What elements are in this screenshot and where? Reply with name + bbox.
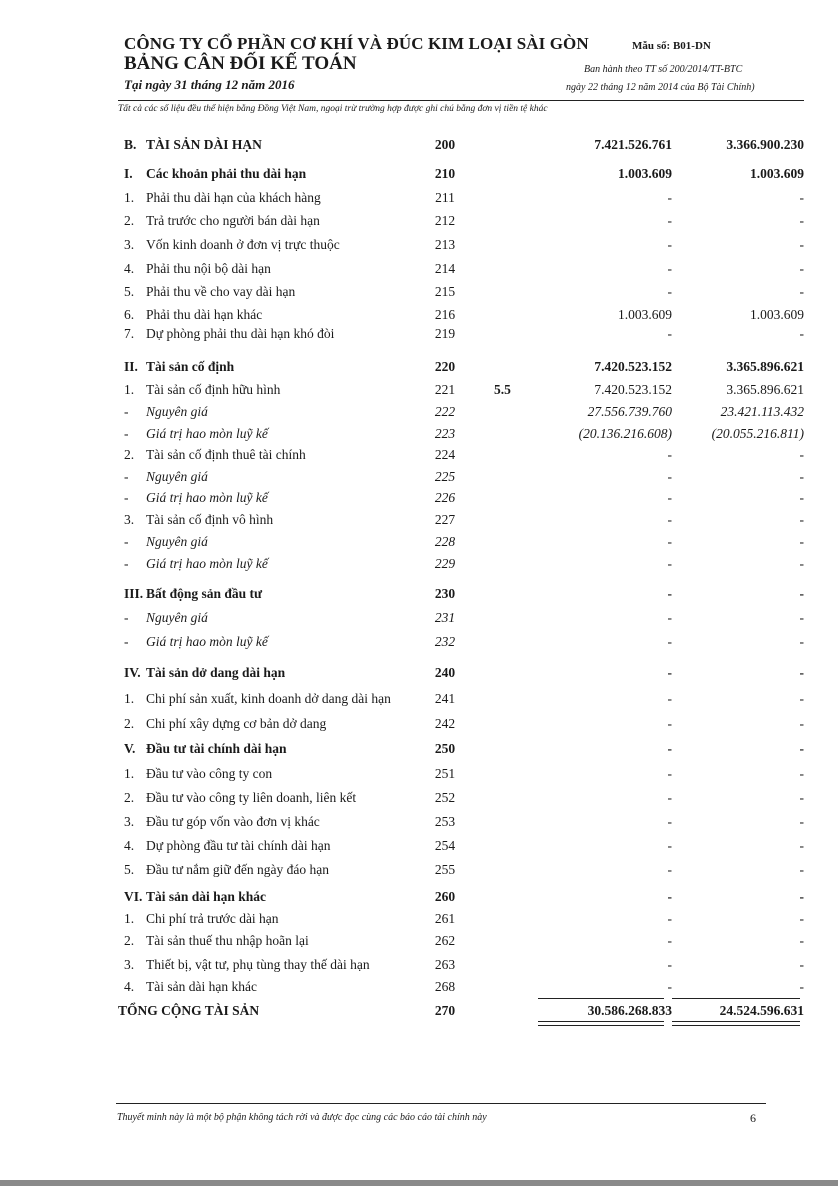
row-note: 5.5 [494,382,511,397]
row-number: - [124,404,129,419]
row-label: Nguyên giá [146,534,208,549]
total-double-rule [672,1021,800,1026]
row-code: 262 [434,933,456,948]
current-year-value: - [667,979,672,994]
row-number: I. [124,166,133,181]
row-code: 231 [434,610,456,625]
row-label: Nguyên giá [146,469,208,484]
previous-year-value: 23.421.113.432 [720,404,804,419]
current-year-value: - [667,326,672,341]
regulation-line-2: ngày 22 tháng 12 năm 2014 của Bộ Tài Chính) [566,82,755,93]
row-number: 2. [124,716,135,731]
row-code: 241 [434,691,456,706]
current-year-value: - [667,190,672,205]
row-number: 4. [124,261,135,276]
regulation-line-1: Ban hành theo TT số 200/2014/TT-BTC [584,64,743,75]
row-label: Giá trị hao mòn luỹ kế [146,634,268,649]
table-row [0,766,838,786]
previous-year-value: - [799,512,804,527]
previous-year-value: - [799,814,804,829]
row-number: 1. [124,691,135,706]
total-rule-top [672,998,800,999]
row-code: 225 [434,469,456,484]
row-number: II. [124,359,138,374]
previous-year-value: - [799,957,804,972]
row-number: VI. [124,889,143,904]
previous-year-value: - [799,190,804,205]
row-code: 224 [434,447,456,462]
row-code: 260 [434,889,456,904]
current-year-value: - [667,213,672,228]
previous-year-value: - [799,326,804,341]
row-code: 215 [434,284,456,299]
table-row [0,889,838,909]
row-code: 221 [434,382,456,397]
table-row [0,790,838,810]
row-code: 250 [434,741,456,756]
total-double-rule [538,1021,664,1026]
row-number: 5. [124,284,135,299]
row-code: 211 [435,190,455,205]
row-number: III. [124,586,144,601]
table-row [0,490,838,510]
page-number: 6 [750,1111,756,1125]
previous-year-value: - [799,469,804,484]
row-label: Tài sản cố định hữu hình [146,382,281,397]
table-row [0,326,838,346]
row-code: 216 [434,307,456,322]
table-row [0,447,838,467]
row-number: 4. [124,979,135,994]
previous-year-value: - [799,862,804,877]
current-year-value: - [667,911,672,926]
previous-year-value: 24.524.596.631 [719,1003,804,1018]
row-label: Đầu tư góp vốn vào đơn vị khác [146,814,320,829]
row-code: 227 [434,512,456,527]
row-label: Tài sản cố định vô hình [146,512,274,527]
row-number: 1. [124,190,135,205]
current-year-value: - [667,716,672,731]
table-row [0,404,838,424]
row-code: 254 [434,838,456,853]
row-code: 200 [434,137,456,152]
table-row [0,957,838,977]
row-number: 6. [124,307,135,322]
row-code: 270 [434,1003,456,1018]
row-code: 242 [434,716,456,731]
table-row [0,1003,838,1023]
row-number: - [124,490,129,505]
row-number: 7. [124,326,135,341]
form-number: Mẫu số: B01-DN [632,40,711,52]
previous-year-value: - [799,447,804,462]
row-label: Nguyên giá [146,610,208,625]
table-row [0,426,838,446]
row-label: Phải thu nội bộ dài hạn [146,261,271,276]
row-label: Phải thu về cho vay dài hạn [146,284,296,299]
previous-year-value: - [799,534,804,549]
previous-year-value: - [799,979,804,994]
previous-year-value: - [799,716,804,731]
previous-year-value: - [799,586,804,601]
row-code: 251 [434,766,456,781]
table-row [0,556,838,576]
footer-note: Thuyết minh này là một bộ phận không tách rời và được đọc cùng các báo cáo tài chính này [117,1112,487,1123]
row-label: Dự phòng đầu tư tài chính dài hạn [146,838,331,853]
previous-year-value: - [799,237,804,252]
row-number: - [124,556,129,571]
row-number: - [124,534,129,549]
row-code: 214 [434,261,456,276]
previous-year-value: - [799,213,804,228]
current-year-value: 30.586.268.833 [587,1003,672,1018]
table-row [0,741,838,761]
row-code: 229 [434,556,456,571]
row-label: Dự phòng phải thu dài hạn khó đòi [146,326,335,341]
previous-year-value: - [799,911,804,926]
current-year-value: - [667,512,672,527]
current-year-value: - [667,610,672,625]
row-code: 261 [434,911,456,926]
table-row [0,213,838,233]
previous-year-value: - [799,766,804,781]
row-code: 213 [434,237,456,252]
row-code: 252 [434,790,456,805]
table-row [0,610,838,630]
row-label: Đầu tư vào công ty con [146,766,273,781]
row-label: Giá trị hao mòn luỹ kế [146,490,268,505]
footer-divider [116,1103,766,1104]
row-code: 226 [434,490,456,505]
current-year-value: 1.003.609 [618,166,672,181]
row-label: Phải thu dài hạn khác [146,307,263,322]
previous-year-value: 3.366.900.230 [726,137,804,152]
current-year-value: - [667,862,672,877]
table-row [0,979,838,999]
table-row [0,862,838,882]
table-row [0,512,838,532]
previous-year-value: - [799,790,804,805]
table-row [0,237,838,257]
row-code: 268 [434,979,456,994]
previous-year-value: - [799,490,804,505]
company-name: CÔNG TY CỔ PHẦN CƠ KHÍ VÀ ĐÚC KIM LOẠI SÀI GÒN [124,34,589,53]
row-code: 223 [434,426,456,441]
row-number: 2. [124,213,135,228]
previous-year-value: 1.003.609 [750,166,804,181]
row-code: 220 [434,359,456,374]
current-year-value: 7.420.523.152 [594,359,672,374]
row-number: 5. [124,862,135,877]
table-row [0,261,838,281]
row-number: IV. [124,665,141,680]
current-year-value: - [667,766,672,781]
row-label: Đầu tư tài chính dài hạn [146,741,287,756]
current-year-value: - [667,838,672,853]
row-label: Chi phí sản xuất, kinh doanh dở dang dài hạn [146,691,391,706]
table-row [0,534,838,554]
row-code: 263 [434,957,456,972]
row-label: Vốn kinh doanh ở đơn vị trực thuộc [146,237,340,252]
current-year-value: - [667,586,672,601]
row-number: B. [124,137,137,152]
row-number: 3. [124,237,135,252]
row-label: Nguyên giá [146,404,208,419]
row-number: - [124,610,129,625]
row-label: TÀI SẢN DÀI HẠN [146,137,262,152]
row-number: 1. [124,911,135,926]
previous-year-value: (20.055.216.811) [711,426,804,441]
current-year-value: - [667,469,672,484]
current-year-value: 7.421.526.761 [594,137,672,152]
current-year-value: - [667,691,672,706]
row-number: 4. [124,838,135,853]
previous-year-value: - [799,556,804,571]
current-year-value: - [667,814,672,829]
previous-year-value: - [799,261,804,276]
currency-note: Tất cả các số liệu đều thể hiện bằng Đồng Việt Nam, ngoại trừ trường hợp được ghi chú bằng đơn vị tiền tệ khác [118,104,548,114]
row-label: Chi phí xây dựng cơ bản dở dang [146,716,327,731]
current-year-value: - [667,741,672,756]
row-number: 2. [124,790,135,805]
table-row [0,359,838,379]
row-number: 3. [124,512,135,527]
current-year-value: - [667,634,672,649]
table-row [0,634,838,654]
row-number: 1. [124,382,135,397]
row-code: 230 [434,586,456,601]
row-code: 222 [434,404,456,419]
row-code: 253 [434,814,456,829]
document-title: BẢNG CÂN ĐỐI KẾ TOÁN [124,53,357,74]
table-row [0,691,838,711]
table-row [0,137,838,157]
current-year-value: - [667,490,672,505]
row-label: Đầu tư vào công ty liên doanh, liên kết [146,790,357,805]
row-label: Trả trước cho người bán dài hạn [146,213,320,228]
row-number: 1. [124,766,135,781]
current-year-value: 7.420.523.152 [594,382,672,397]
previous-year-value: - [799,634,804,649]
table-row [0,586,838,606]
previous-year-value: - [799,284,804,299]
previous-year-value: 1.003.609 [750,307,804,322]
row-label: Tài sản cố định thuê tài chính [146,447,306,462]
table-row [0,382,838,402]
row-label: Thiết bị, vật tư, phụ tùng thay thế dài hạn [146,957,370,972]
row-number: 3. [124,957,135,972]
table-row [0,469,838,489]
current-year-value: - [667,790,672,805]
previous-year-value: 3.365.896.621 [726,359,804,374]
previous-year-value: 3.365.896.621 [726,382,804,397]
row-number: 2. [124,447,135,462]
row-label: Tài sản cố định [146,359,235,374]
previous-year-value: - [799,933,804,948]
row-code: 232 [434,634,456,649]
row-code: 210 [434,166,456,181]
current-year-value: 27.556.739.760 [587,404,672,419]
row-label: Tài sản dài hạn khác [146,979,257,994]
row-number: - [124,469,129,484]
previous-year-value: - [799,838,804,853]
table-row [0,911,838,931]
current-year-value: - [667,665,672,680]
table-row [0,838,838,858]
current-year-value: 1.003.609 [618,307,672,322]
row-label: Giá trị hao mòn luỹ kế [146,556,268,571]
current-year-value: - [667,447,672,462]
row-number: 2. [124,933,135,948]
row-code: 228 [434,534,456,549]
current-year-value: - [667,284,672,299]
current-year-value: - [667,889,672,904]
row-number: 3. [124,814,135,829]
row-number: - [124,426,129,441]
table-row [0,284,838,304]
scan-edge [0,1180,838,1186]
current-year-value: - [667,534,672,549]
row-label: Các khoản phải thu dài hạn [146,166,307,181]
total-rule-top [538,998,664,999]
previous-year-value: - [799,889,804,904]
current-year-value: - [667,933,672,948]
row-label: Tài sản dở dang dài hạn [146,665,286,680]
row-label: Đầu tư nắm giữ đến ngày đáo hạn [146,862,329,877]
row-label: Chi phí trả trước dài hạn [146,911,279,926]
current-year-value: - [667,237,672,252]
row-label: Tài sản thuế thu nhập hoãn lại [146,933,309,948]
current-year-value: - [667,556,672,571]
previous-year-value: - [799,691,804,706]
table-row [0,166,838,186]
row-code: 212 [434,213,456,228]
row-number: V. [124,741,136,756]
report-date: Tại ngày 31 tháng 12 năm 2016 [124,77,295,92]
table-row [0,716,838,736]
row-code: 255 [434,862,456,877]
table-row [0,665,838,685]
table-row [0,190,838,210]
previous-year-value: - [799,610,804,625]
row-number: - [124,634,129,649]
row-label: Giá trị hao mòn luỹ kế [146,426,268,441]
row-label: Bất động sản đầu tư [146,586,263,601]
current-year-value: - [667,261,672,276]
table-row [0,814,838,834]
table-row [0,307,838,327]
current-year-value: (20.136.216.608) [578,426,672,441]
current-year-value: - [667,957,672,972]
row-label: Phải thu dài hạn của khách hàng [146,190,321,205]
previous-year-value: - [799,741,804,756]
row-code: 219 [434,326,456,341]
row-label: TỔNG CỘNG TÀI SẢN [118,1003,260,1018]
row-label: Tài sản dài hạn khác [146,889,267,904]
row-code: 240 [434,665,456,680]
previous-year-value: - [799,665,804,680]
table-row [0,933,838,953]
